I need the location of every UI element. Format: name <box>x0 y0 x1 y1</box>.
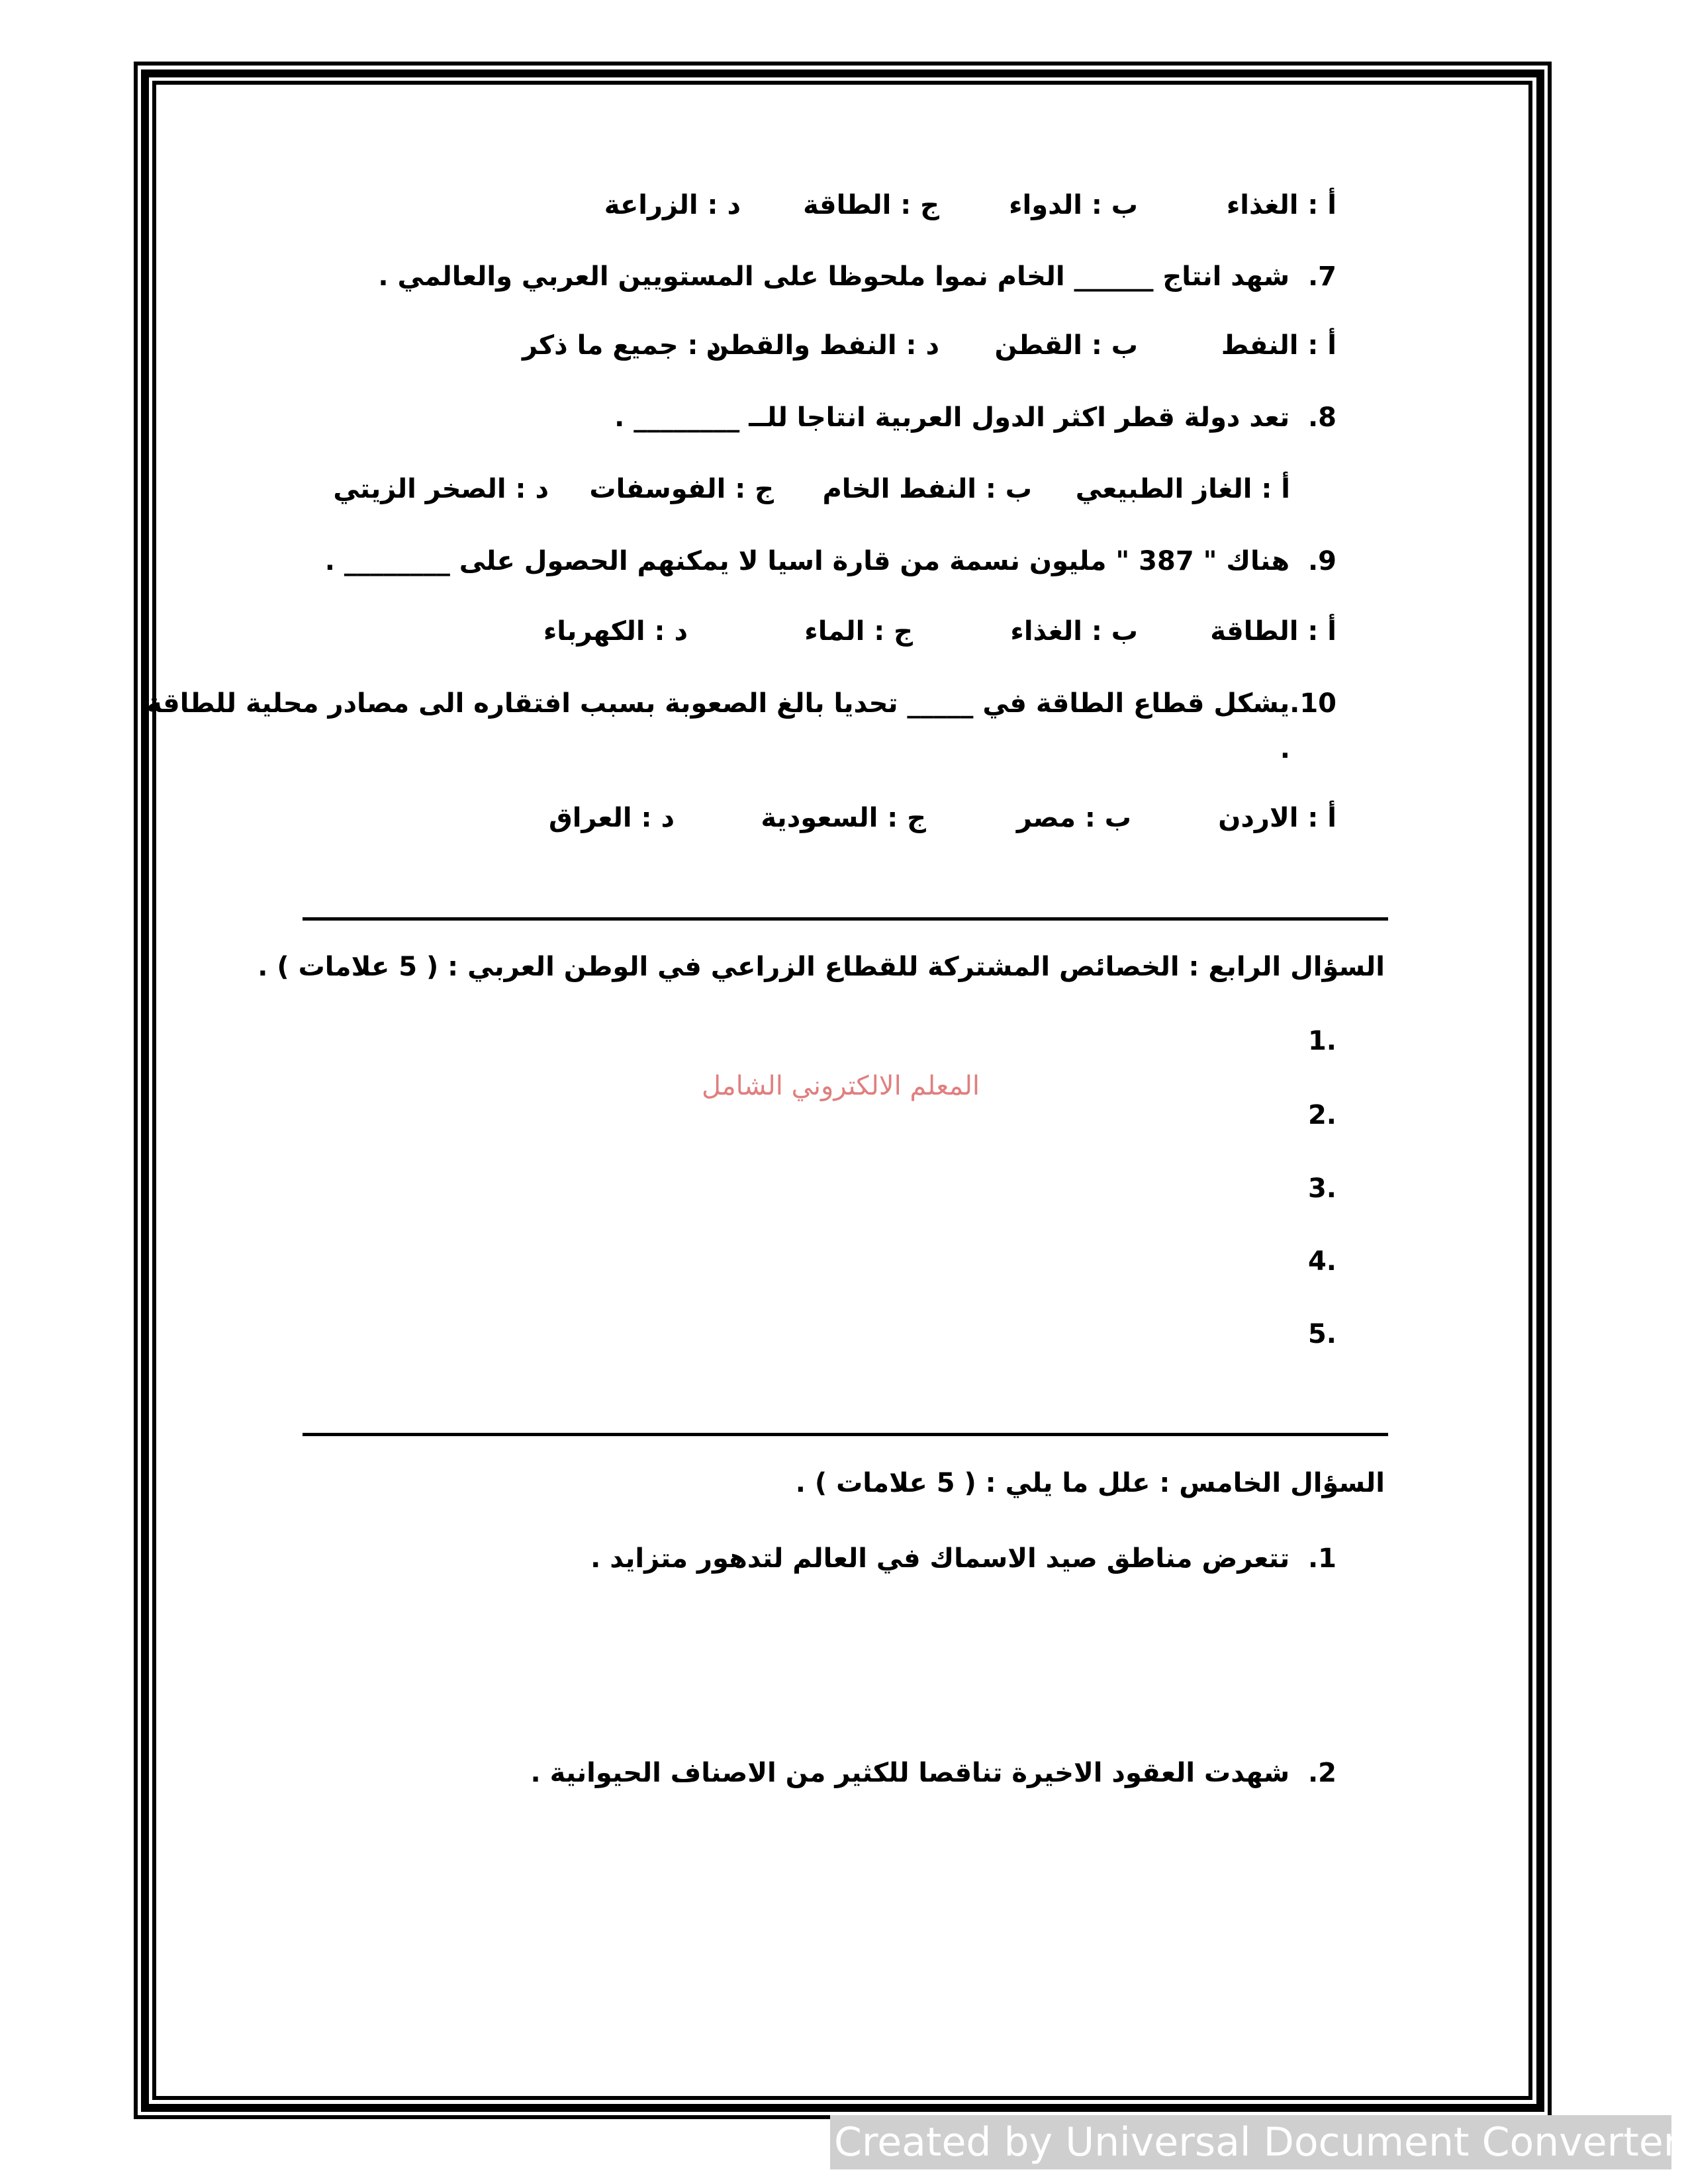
option-b: ب : الدواء <box>1009 190 1138 220</box>
option-c: ج : الطاقة <box>803 190 939 220</box>
q6-options <box>542 192 1336 222</box>
answer-line-2: .2 <box>1307 1100 1336 1130</box>
section-divider <box>303 917 1388 921</box>
question-4-heading: السؤال الرابع : الخصائص المشتركة للقطاع الزراعي في الوطن العربي : ( 5 علامات ) . <box>258 952 1385 982</box>
option-d: د : العراق <box>548 803 675 833</box>
question-text: شهد انتاج ______ الخام نموا ملحوظا على المستويين العربي والعالمي . <box>378 261 1290 292</box>
question-number: 7. <box>1307 261 1336 292</box>
question-number: 8. <box>1307 402 1336 433</box>
item-text: شهدت العقود الاخيرة تناقصا للكثير من الاصناف الحيوانية . <box>530 1758 1290 1788</box>
q10-options <box>476 805 1336 835</box>
option-d: د : الصخر الزيتي <box>333 474 549 504</box>
question-text: هناك " 387 " مليون نسمة من قارة اسيا لا يمكنهم الحصول على ________ . <box>324 546 1290 576</box>
item-text: تتعرض مناطق صيد الاسماك في العالم لتدهور متزايد . <box>590 1543 1290 1574</box>
question-number: 9. <box>1307 546 1336 576</box>
question-text: تعد دولة قطر اكثر الدول العربية انتاجا للــ ________ . <box>614 402 1290 433</box>
question-10 <box>146 690 1336 717</box>
question-number: 10. <box>1289 688 1336 719</box>
q9-options <box>476 618 1336 649</box>
converter-banner: Created by Universal Document Converter <box>830 2115 1671 2169</box>
item-number: 1. <box>1307 1543 1336 1574</box>
answer-line-5: .5 <box>1307 1319 1336 1349</box>
option-c: د : النفط والقطن <box>706 330 939 361</box>
question-7 <box>378 263 1336 290</box>
option-d: د : الكهرباء <box>543 616 688 647</box>
option-d: د : جميع ما ذكر <box>522 330 721 361</box>
option-b: ب : الغذاء <box>1010 616 1138 647</box>
option-c: ج : السعودية <box>761 803 926 833</box>
question-5-heading: السؤال الخامس : علل ما يلي : ( 5 علامات ) . <box>795 1468 1385 1498</box>
question-9 <box>325 548 1336 574</box>
option-d: د : الزراعة <box>604 190 741 220</box>
question-5-item-1 <box>590 1545 1336 1572</box>
q7-options <box>476 332 1336 363</box>
option-a: أ : الطاقة <box>1210 616 1336 647</box>
question-5-item-2 <box>530 1760 1336 1786</box>
trailing-period: . <box>1280 734 1290 764</box>
option-c: ج : الماء <box>804 616 913 647</box>
option-a: أ : الاردن <box>1218 803 1336 833</box>
option-b: ب : النفط الخام <box>822 474 1032 504</box>
option-a: أ : الغاز الطبيعي <box>1075 474 1290 504</box>
option-a: أ : الغذاء <box>1226 190 1336 220</box>
answer-line-1: .1 <box>1307 1026 1336 1056</box>
option-c: ج : الفوسفات <box>589 474 774 504</box>
section-divider <box>303 1433 1388 1436</box>
question-text: يشكل قطاع الطاقة في _____ تحديا بالغ الصعوبة بسبب افتقاره الى مصادر محلية للطاقة <box>146 688 1290 719</box>
option-b: ب : مصر <box>1016 803 1131 833</box>
question-10-trailing-period <box>1280 736 1290 762</box>
answer-line-3: .3 <box>1307 1173 1336 1204</box>
option-b: ب : القطن <box>994 330 1138 361</box>
question-8 <box>614 404 1336 431</box>
q8-options <box>297 476 1290 506</box>
item-number: 2. <box>1307 1758 1336 1788</box>
option-a: أ : النفط <box>1221 330 1336 361</box>
answer-line-4: .4 <box>1307 1246 1336 1277</box>
site-watermark: المعلم الالكتروني الشامل <box>701 1071 980 1101</box>
